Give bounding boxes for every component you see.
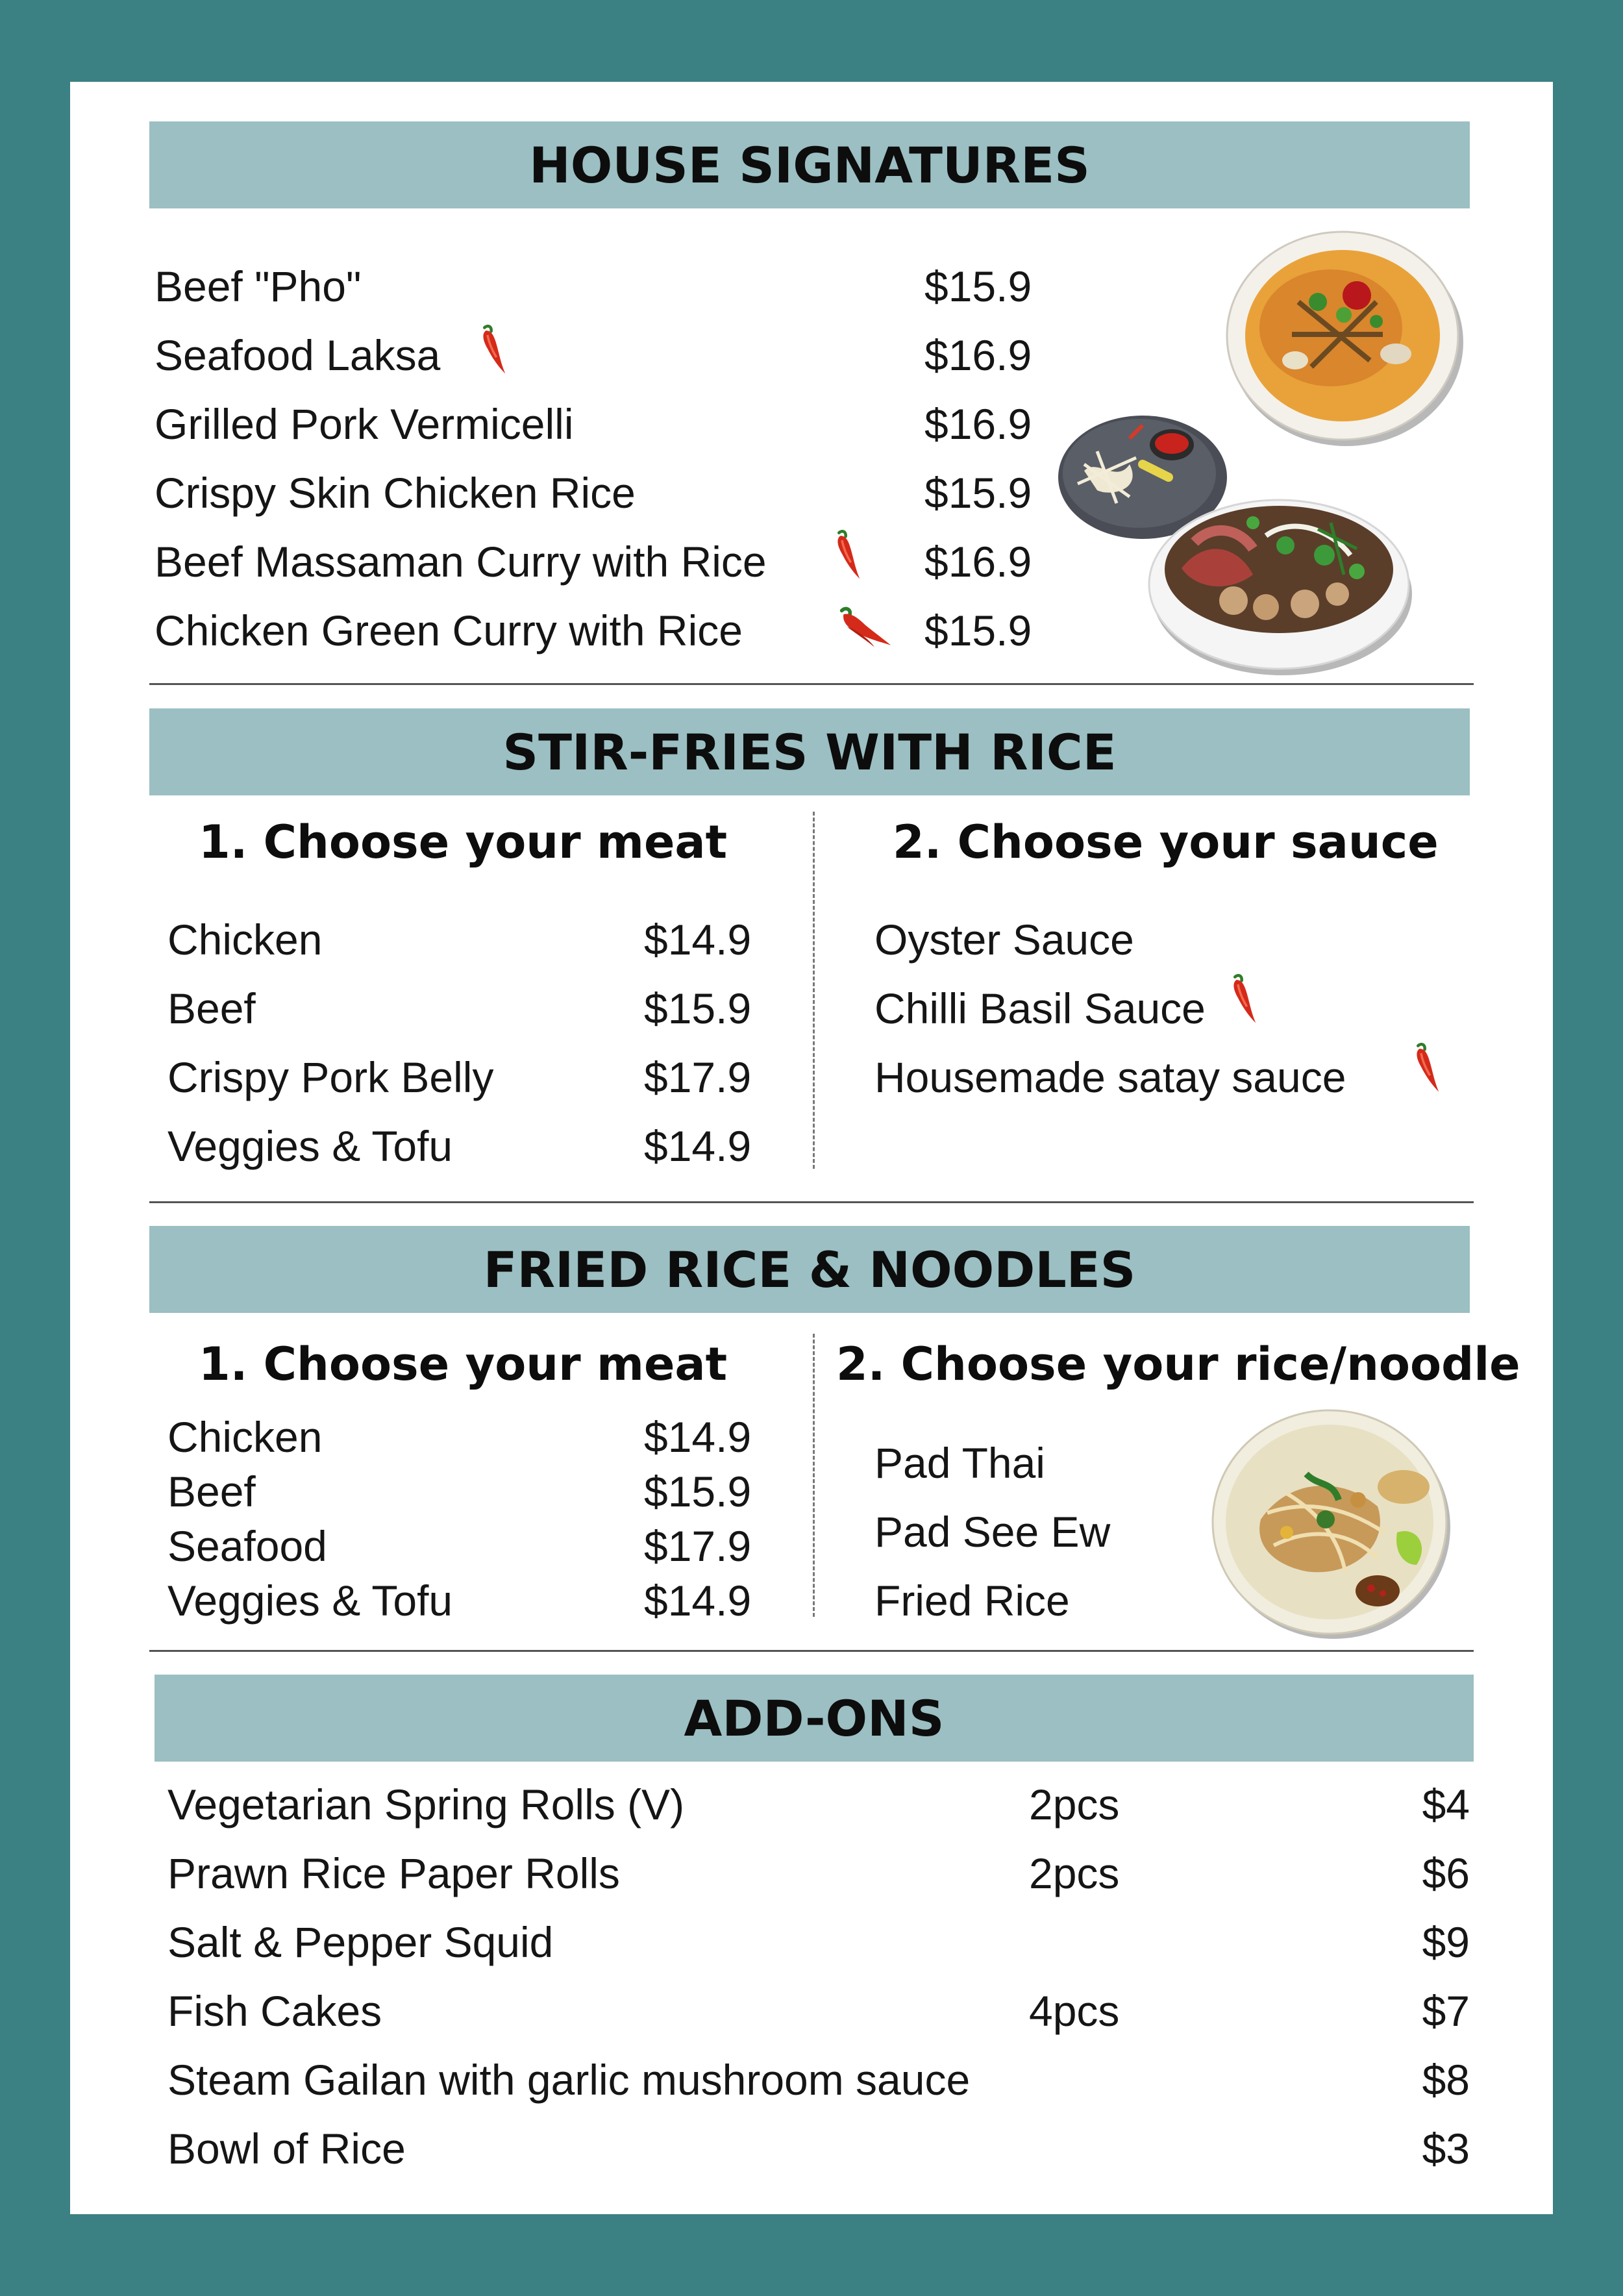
choose-meat-heading: 1. Choose your meat xyxy=(199,816,728,869)
meat-price: $15.9 xyxy=(644,984,752,1032)
sauce-option: Chilli Basil Sauce xyxy=(874,984,1206,1032)
menu-item-name: Beef "Pho" xyxy=(155,262,362,310)
sauce-option: Oyster Sauce xyxy=(874,916,1134,964)
chili-pepper-icon xyxy=(1224,974,1263,1026)
section-title: STIR-FRIES WITH RICE xyxy=(502,723,1117,781)
choose-base-heading: 2. Choose your rice/noodle xyxy=(836,1338,1520,1391)
fried-rice-noodles-header xyxy=(149,1226,1470,1313)
menu-item-name: Chicken Green Curry with Rice xyxy=(155,606,743,655)
menu-item-price: $15.9 xyxy=(924,262,1032,310)
chili-pepper-icon xyxy=(1407,1043,1446,1095)
base-option: Fried Rice xyxy=(874,1577,1070,1625)
base-option: Pad See Ew xyxy=(874,1508,1111,1556)
base-option: Pad Thai xyxy=(874,1439,1045,1487)
meat-price: $15.9 xyxy=(644,1467,752,1516)
add-on-name: Salt & Pepper Squid xyxy=(167,1918,554,1966)
section-title: HOUSE SIGNATURES xyxy=(529,136,1090,194)
meat-option: Crispy Pork Belly xyxy=(167,1053,494,1101)
add-on-price: $6 xyxy=(1422,1849,1470,1897)
stir-fries-header xyxy=(149,708,1470,795)
add-on-price: $9 xyxy=(1422,1918,1470,1966)
meat-price: $14.9 xyxy=(644,1122,752,1170)
section-divider xyxy=(149,1201,1474,1203)
meat-price: $17.9 xyxy=(644,1053,752,1101)
add-on-name: Bowl of Rice xyxy=(167,2125,406,2173)
meat-price: $17.9 xyxy=(644,1522,752,1570)
meat-option: Beef xyxy=(167,1467,256,1516)
menu-item-price: $15.9 xyxy=(924,606,1032,655)
menu-item-name: Seafood Laksa xyxy=(155,331,441,379)
menu-item-name: Grilled Pork Vermicelli xyxy=(155,400,574,448)
add-on-name: Prawn Rice Paper Rolls xyxy=(167,1849,620,1897)
section-title: ADD-ONS xyxy=(684,1689,945,1747)
chili-pepper-icon xyxy=(828,530,867,582)
meat-option: Chicken xyxy=(167,1413,323,1461)
add-on-quantity: 2pcs xyxy=(1029,1780,1120,1828)
add-on-quantity: 2pcs xyxy=(1029,1849,1120,1897)
add-ons-header xyxy=(155,1675,1474,1762)
meat-option: Seafood xyxy=(167,1522,327,1570)
chili-pepper-icon xyxy=(837,605,893,651)
menu-item-price: $16.9 xyxy=(924,331,1032,379)
column-divider xyxy=(813,812,815,1169)
choose-meat-heading: 1. Choose your meat xyxy=(199,1338,728,1391)
sauce-option: Housemade satay sauce xyxy=(874,1053,1346,1101)
menu-item-name: Crispy Skin Chicken Rice xyxy=(155,469,636,517)
section-divider xyxy=(149,683,1474,685)
meat-price: $14.9 xyxy=(644,916,752,964)
add-on-price: $4 xyxy=(1422,1780,1470,1828)
choose-sauce-heading: 2. Choose your sauce xyxy=(893,816,1439,869)
column-divider xyxy=(813,1334,815,1617)
menu-item-price: $16.9 xyxy=(924,400,1032,448)
meat-option: Beef xyxy=(167,984,256,1032)
meat-option: Veggies & Tofu xyxy=(167,1122,453,1170)
add-on-quantity: 4pcs xyxy=(1029,1987,1120,2035)
meat-option: Veggies & Tofu xyxy=(167,1577,453,1625)
section-title: FRIED RICE & NOODLES xyxy=(483,1240,1136,1299)
add-on-name: Steam Gailan with garlic mushroom sauce xyxy=(167,2056,971,2104)
add-on-name: Vegetarian Spring Rolls (V) xyxy=(167,1780,685,1828)
meat-price: $14.9 xyxy=(644,1577,752,1625)
meat-price: $14.9 xyxy=(644,1413,752,1461)
add-on-price: $3 xyxy=(1422,2125,1470,2173)
add-on-price: $8 xyxy=(1422,2056,1470,2104)
house-signatures-header xyxy=(149,121,1470,208)
meat-option: Chicken xyxy=(167,916,323,964)
chili-pepper-icon xyxy=(474,325,513,377)
pho-bowl-photo xyxy=(1058,406,1415,679)
menu-item-name: Beef Massaman Curry with Rice xyxy=(155,538,767,586)
section-divider xyxy=(149,1650,1474,1652)
pad-thai-photo xyxy=(1209,1403,1456,1643)
menu-item-price: $15.9 xyxy=(924,469,1032,517)
add-on-name: Fish Cakes xyxy=(167,1987,382,2035)
add-on-price: $7 xyxy=(1422,1987,1470,2035)
menu-item-price: $16.9 xyxy=(924,538,1032,586)
